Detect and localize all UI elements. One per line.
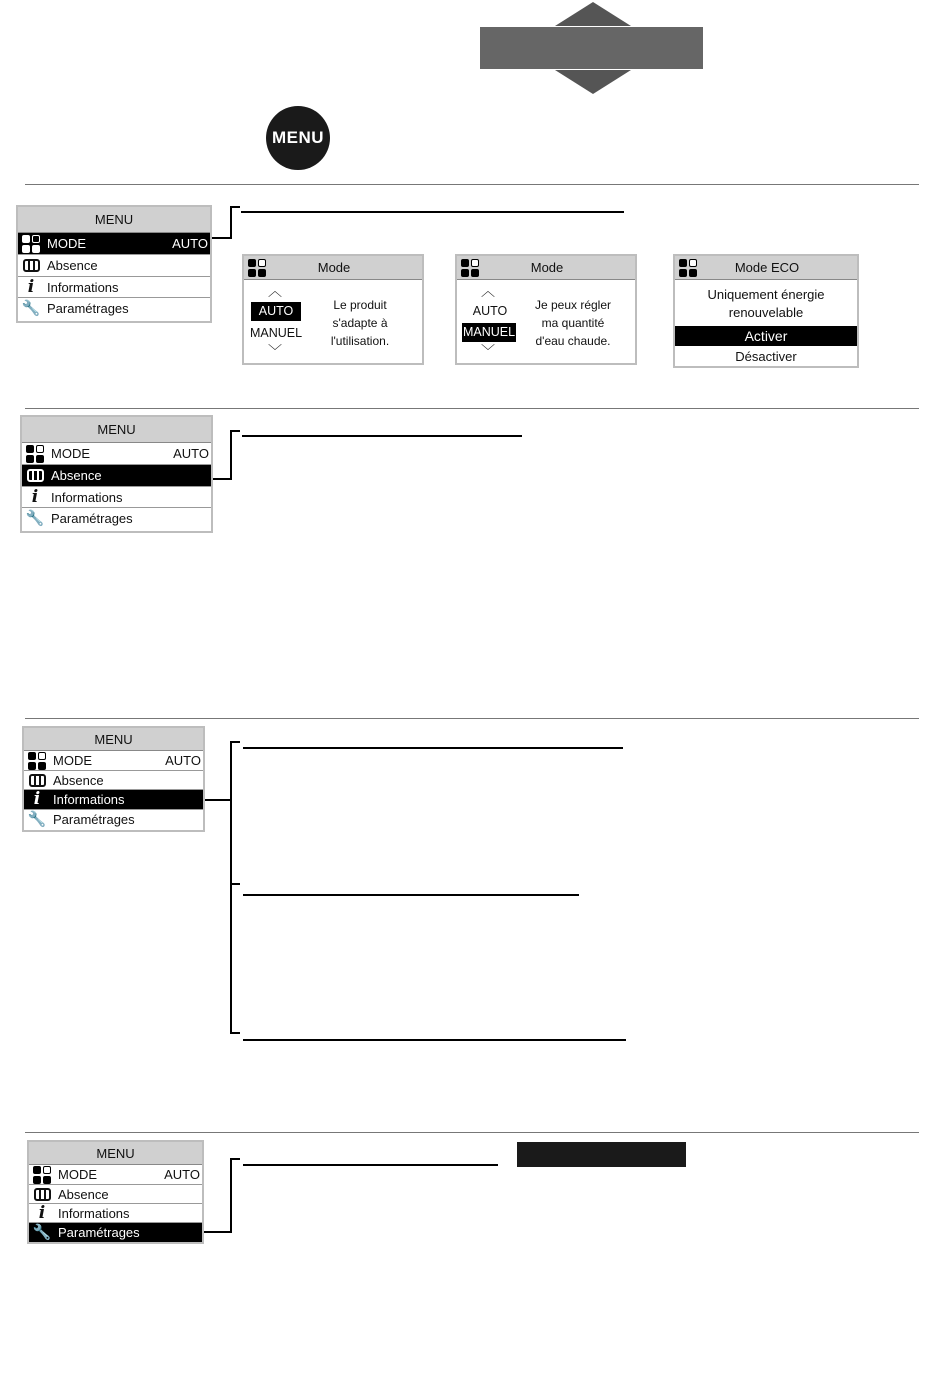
eco-option-activer[interactable]: Activer	[675, 326, 857, 346]
menu-screen-mode-selected	[16, 205, 212, 323]
menu-item-label: Absence	[47, 258, 98, 273]
bracket-line	[230, 1032, 240, 1034]
mode-eco-header	[675, 256, 857, 280]
mode-eco-title: Mode ECO	[734, 260, 800, 275]
chevron-down-icon[interactable]: ﹀	[481, 343, 495, 359]
mode-screen-title: Mode	[317, 260, 351, 275]
menu-screen-title: MENU	[24, 728, 203, 751]
bracket-line	[230, 430, 232, 480]
chevron-down-icon[interactable]: ﹀	[268, 343, 282, 359]
wrench-icon: 🔧	[32, 1224, 52, 1241]
mode-grid-icon	[461, 259, 479, 277]
suitcase-icon	[31, 1185, 53, 1203]
section-divider	[25, 718, 919, 719]
heading-underline	[243, 894, 579, 896]
bracket-line	[230, 1158, 240, 1160]
heading-underline	[243, 747, 623, 749]
menu-item-informations[interactable]	[22, 487, 211, 508]
redacted-label-box	[517, 1142, 686, 1167]
menu-item-label: Paramétrages	[47, 301, 129, 316]
section-divider	[25, 408, 919, 409]
menu-screen-absence-selected	[20, 415, 213, 533]
bracket-line	[204, 1231, 232, 1233]
menu-item-label: Informations	[47, 279, 119, 295]
menu-item-value: AUTO	[165, 753, 201, 768]
menu-item-label: Informations	[53, 792, 125, 807]
bracket-line	[230, 206, 240, 208]
bracket-line	[230, 883, 240, 885]
menu-item-label: Absence	[53, 772, 104, 788]
menu-item-label: Absence	[51, 468, 102, 483]
info-icon: i	[33, 789, 41, 809]
mode-description-line: Le produit	[333, 298, 387, 312]
bracket-line	[230, 206, 232, 239]
suitcase-icon	[20, 255, 42, 276]
menu-item-mode[interactable]	[24, 751, 203, 771]
nav-up-arrow-icon[interactable]	[555, 2, 631, 26]
mode-grid-icon	[31, 1165, 53, 1184]
heading-underline	[243, 1164, 498, 1166]
menu-item-label: MODE	[47, 236, 86, 251]
menu-screen-title: MENU	[18, 207, 210, 233]
menu-item-informations[interactable]	[18, 277, 210, 298]
menu-screen-title: MENU	[29, 1142, 202, 1165]
bracket-line	[213, 478, 231, 480]
section-divider	[25, 184, 919, 185]
mode-description-line: d'eau chaude.	[535, 334, 611, 348]
menu-item-label: Paramétrages	[58, 1225, 140, 1240]
eco-description-line: Uniquement énergie	[707, 287, 825, 302]
section-divider	[25, 1132, 919, 1133]
heading-underline	[242, 435, 522, 437]
menu-screen-title: MENU	[22, 417, 211, 443]
menu-item-label: Informations	[51, 489, 123, 505]
suitcase-icon	[24, 465, 46, 486]
wrench-icon: 🔧	[25, 510, 45, 527]
eco-description-line: renouvelable	[728, 305, 804, 320]
mode-eco-screen	[673, 254, 859, 368]
bracket-line	[230, 430, 240, 432]
menu-item-absence[interactable]	[22, 465, 211, 487]
nav-down-arrow-icon[interactable]	[555, 70, 631, 94]
bracket-line	[230, 741, 240, 743]
option-auto[interactable]: AUTO	[472, 304, 508, 318]
menu-button[interactable]: MENU	[266, 106, 330, 170]
mode-description-line: ma quantité	[541, 316, 605, 330]
suitcase-icon	[26, 771, 48, 789]
info-icon: i	[38, 1202, 46, 1223]
option-auto[interactable]: AUTO	[251, 302, 301, 321]
menu-item-absence[interactable]	[24, 771, 203, 790]
mode-screen-title: Mode	[530, 260, 564, 275]
menu-item-label: MODE	[58, 1167, 97, 1182]
info-icon: i	[27, 276, 35, 297]
mode-description-line: s'adapte à	[332, 316, 388, 330]
option-manuel[interactable]: MANUEL	[462, 323, 516, 342]
info-icon: i	[31, 486, 39, 507]
menu-item-label: MODE	[53, 753, 92, 768]
menu-item-label: Absence	[58, 1186, 109, 1202]
menu-item-absence[interactable]	[29, 1185, 202, 1204]
menu-item-parametrages[interactable]	[24, 810, 203, 829]
mode-description-line: Je peux régler	[534, 298, 612, 312]
menu-item-value: AUTO	[172, 236, 208, 251]
bracket-line	[230, 741, 232, 1034]
menu-item-mode[interactable]	[18, 233, 210, 255]
menu-item-label: Paramétrages	[53, 812, 135, 827]
mode-grid-icon	[26, 751, 48, 770]
bracket-line	[230, 1158, 232, 1233]
mode-screen-header	[244, 256, 422, 280]
bracket-line	[212, 237, 230, 239]
menu-item-value: AUTO	[164, 1167, 200, 1182]
mode-grid-icon	[20, 233, 42, 254]
wrench-icon: 🔧	[27, 811, 47, 828]
menu-item-parametrages[interactable]	[29, 1223, 202, 1242]
menu-screen-parametrages-selected	[27, 1140, 204, 1244]
menu-item-informations[interactable]	[24, 790, 203, 810]
chevron-up-icon[interactable]: ︿	[268, 283, 282, 299]
mode-screen-header	[457, 256, 635, 280]
menu-screen-informations-selected	[22, 726, 205, 832]
chevron-up-icon[interactable]: ︿	[481, 283, 495, 299]
mode-description-line: l'utilisation.	[330, 334, 390, 348]
menu-item-informations[interactable]	[29, 1204, 202, 1223]
menu-item-absence[interactable]	[18, 255, 210, 277]
bracket-line	[205, 799, 232, 801]
heading-underline	[243, 1039, 626, 1041]
mode-manuel-screen	[455, 254, 637, 365]
menu-item-mode[interactable]	[22, 443, 211, 465]
menu-item-value: AUTO	[173, 446, 209, 461]
heading-underline	[241, 211, 624, 213]
option-manuel[interactable]: MANUEL	[249, 326, 303, 340]
wrench-icon: 🔧	[21, 300, 41, 317]
mode-grid-icon	[679, 259, 697, 277]
mode-auto-screen	[242, 254, 424, 365]
mode-grid-icon	[24, 443, 46, 464]
nav-display-bar	[480, 27, 703, 69]
menu-item-label: Informations	[58, 1205, 130, 1221]
menu-item-label: Paramétrages	[51, 511, 133, 526]
menu-item-parametrages[interactable]	[18, 298, 210, 319]
mode-grid-icon	[248, 259, 266, 277]
eco-option-desactiver[interactable]: Désactiver	[735, 349, 797, 364]
menu-item-label: MODE	[51, 446, 90, 461]
menu-item-parametrages[interactable]	[22, 508, 211, 529]
menu-item-mode[interactable]	[29, 1165, 202, 1185]
